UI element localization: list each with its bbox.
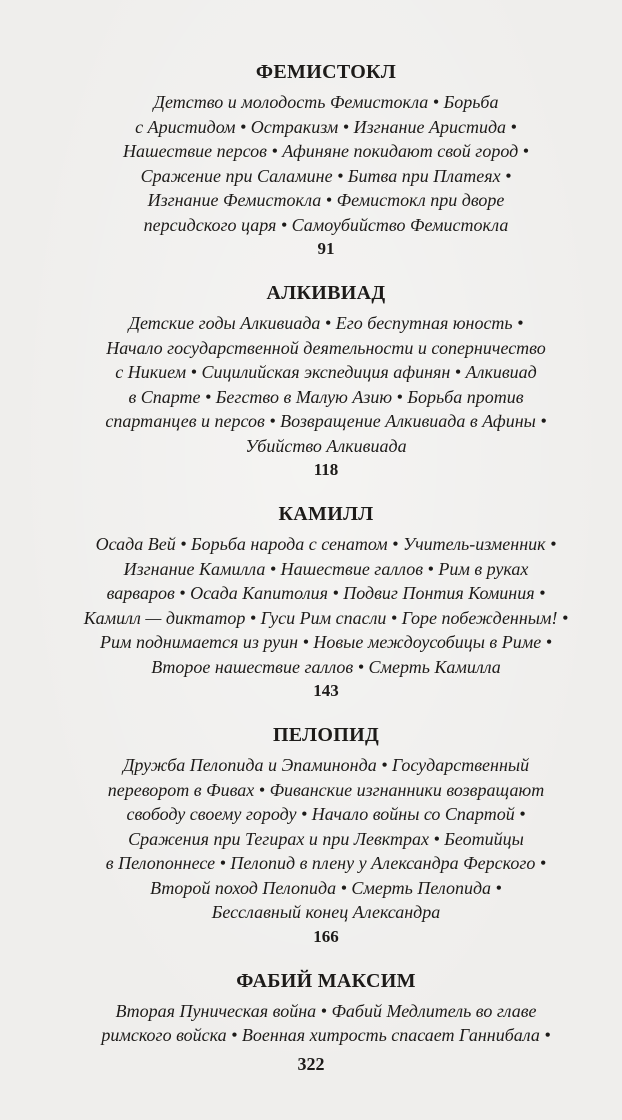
synopsis-line: персидского царя • Самоубийство Фемистокла: [143, 214, 509, 235]
synopsis-line: Изгнание Фемистокла • Фемистокл при дворе: [147, 190, 505, 210]
synopsis-line: Сражения при Тегирах и при Левктрах • Беотийцы: [128, 828, 524, 849]
section-page-number: 91: [317, 239, 335, 258]
synopsis-line: Второе нашествие галлов • Смерть Камилла: [151, 656, 501, 677]
synopsis-line: Камилл — диктатор • Гуси Рим спасли • Горе побежденным! •: [83, 607, 569, 628]
section-page-number: 166: [313, 926, 339, 946]
section-page-number: 118: [313, 460, 339, 479]
section-title: ФАБИЙ МАКСИМ: [236, 969, 416, 992]
synopsis-line: свободу своему городу • Начало войны со Спартой •: [126, 804, 526, 824]
synopsis-line: с Аристидом • Остракизм • Изгнание Аристида •: [135, 116, 517, 137]
synopsis-line: с Никием • Сицилийская экспедиция афинян • Алкивиад: [115, 362, 537, 382]
synopsis-line: Рим поднимается из руин • Новые междоусобицы в Риме •: [99, 632, 552, 652]
synopsis-line: Дружба Пелопида и Эпаминонда • Государственный: [122, 755, 530, 775]
synopsis-line: в Спарте • Бегство в Малую Азию • Борьба против: [128, 386, 524, 407]
synopsis-line: Изгнание Камилла • Нашествие галлов • Рим в руках: [123, 558, 529, 579]
synopsis-line: переворот в Фивах • Фиванские изгнанники возвращают: [107, 779, 545, 800]
synopsis-line: варваров • Осада Капитолия • Подвиг Понтия Коминия •: [106, 583, 546, 603]
toc-section-camillus: [70, 500, 582, 703]
section-title: КАМИЛЛ: [278, 503, 374, 525]
section-title: АЛКИВИАД: [266, 282, 386, 304]
synopsis-line: в Пелопоннесе • Пелопид в плену у Александра Ферского •: [105, 853, 547, 873]
toc-section-alcibiades: [70, 279, 582, 482]
synopsis-line: Нашествие персов • Афиняне покидают свой город •: [123, 141, 529, 161]
synopsis-line: Сражение при Саламине • Битва при Платеях •: [140, 165, 512, 186]
synopsis-line: спартанцев и персов • Возвращение Алкивиада в Афины •: [105, 411, 547, 431]
synopsis-line: Второй поход Пелопида • Смерть Пелопида •: [150, 877, 502, 898]
section-title: ПЕЛОПИД: [272, 724, 380, 746]
folio-page-number: 322: [297, 1054, 325, 1074]
synopsis-line: Вторая Пуническая война • Фабий Медлитель во главе: [115, 1000, 537, 1021]
synopsis-line: Бесславный конец Александра: [211, 902, 441, 922]
synopsis-line: Осада Вей • Борьба народа с сенатом • Учитель-изменник •: [95, 534, 557, 554]
synopsis-line: римского войска • Военная хитрость спасает Ганнибала •: [101, 1025, 551, 1045]
synopsis-line: Начало государственной деятельности и соперничество: [106, 337, 546, 358]
synopsis-line: Убийство Алкивиада: [245, 435, 407, 456]
toc-section-fabius-maximus: [70, 967, 582, 1048]
section-page-number: 143: [313, 681, 339, 700]
section-title: ФЕМИСТОКЛ: [255, 61, 397, 83]
toc-section-themistocles: [70, 58, 582, 261]
synopsis-line: Детские годы Алкивиада • Его беспутная юность •: [128, 313, 524, 333]
table-of-contents: [70, 58, 582, 1066]
synopsis-line: Детство и молодость Фемистокла • Борьба: [153, 92, 499, 112]
toc-section-pelopidas: [70, 721, 582, 949]
